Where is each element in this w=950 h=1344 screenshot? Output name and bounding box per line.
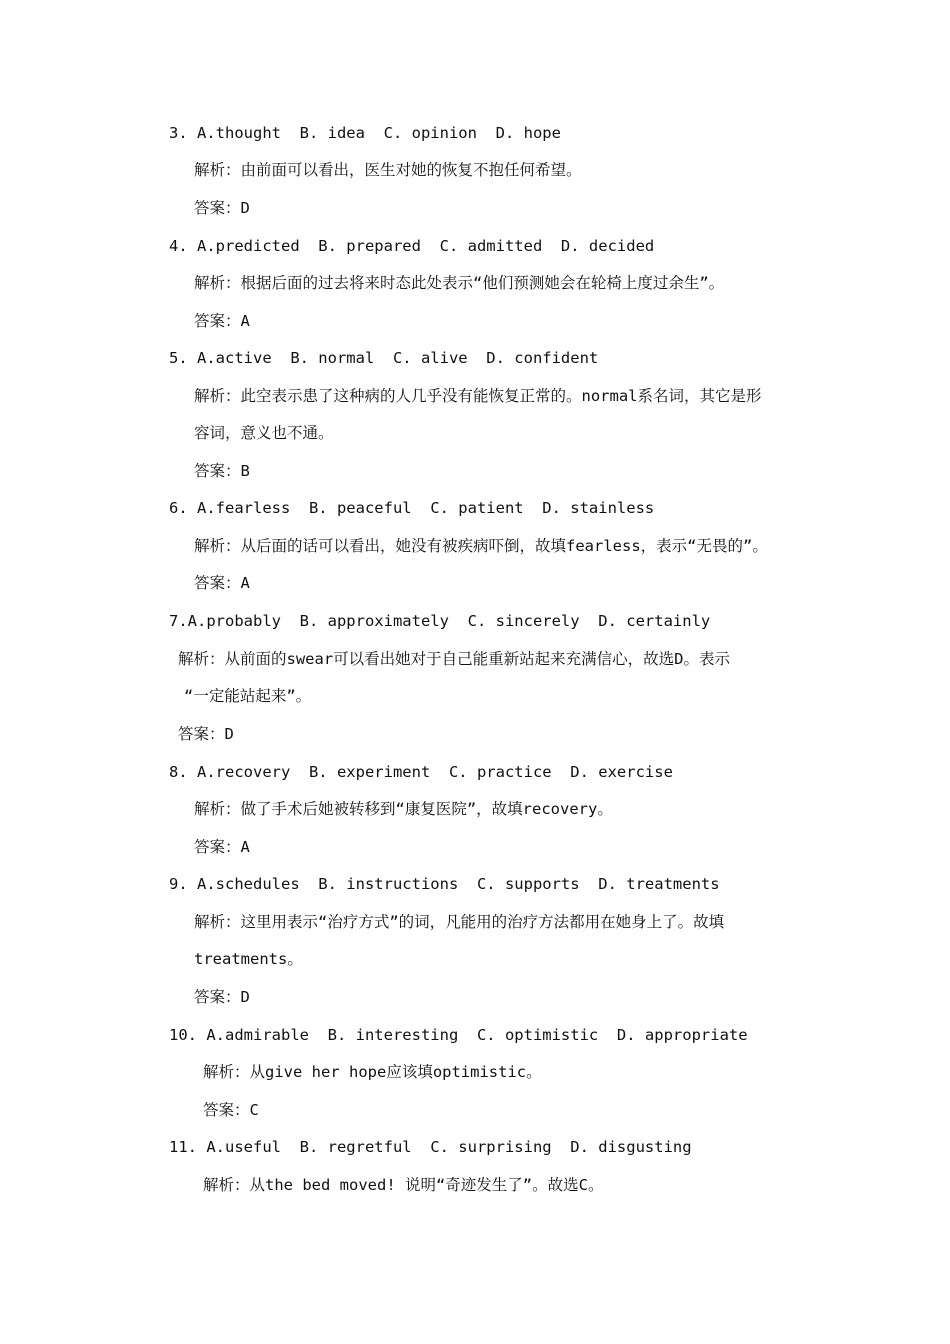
question-7: 7.A.probably B. approximately C. sincerely D. certainly bbox=[169, 612, 711, 630]
analysis-5-line1: 解析：此空表示患了这种病的人几乎没有能恢复正常的。normal系名词，其它是形 bbox=[194, 387, 762, 405]
analysis-4: 解析：根据后面的过去将来时态此处表示“他们预测她会在轮椅上度过余生”。 bbox=[194, 274, 725, 292]
question-6: 6. A.fearless B. peaceful C. patient D. stainless bbox=[169, 499, 655, 517]
question-3: 3. A.thought B. idea C. opinion D. hope bbox=[169, 124, 561, 142]
analysis-9-line1: 解析：这里用表示“治疗方式”的词，凡能用的治疗方法都用在她身上了。故填 bbox=[194, 913, 725, 931]
answer-6: 答案：A bbox=[194, 574, 250, 592]
answer-5: 答案：B bbox=[194, 462, 250, 480]
question-4: 4. A.predicted B. prepared C. admitted D. decided bbox=[169, 237, 655, 255]
analysis-5-line2: 容词，意义也不通。 bbox=[194, 424, 334, 442]
answer-7: 答案：D bbox=[178, 725, 234, 743]
answer-3: 答案：D bbox=[194, 199, 250, 217]
answer-9: 答案：D bbox=[194, 988, 250, 1006]
analysis-7-line2: “一定能站起来”。 bbox=[184, 687, 312, 705]
question-10: 10. A.admirable B. interesting C. optimistic D. appropriate bbox=[169, 1026, 748, 1044]
analysis-10: 解析：从give her hope应该填optimistic。 bbox=[203, 1063, 542, 1081]
analysis-6: 解析：从后面的话可以看出，她没有被疾病吓倒，故填fearless，表示“无畏的”。 bbox=[194, 537, 768, 555]
analysis-9-line2: treatments。 bbox=[194, 950, 303, 968]
question-9: 9. A.schedules B. instructions C. supports D. treatments bbox=[169, 875, 720, 893]
question-8: 8. A.recovery B. experiment C. practice D. exercise bbox=[169, 763, 673, 781]
analysis-3: 解析：由前面可以看出，医生对她的恢复不抱任何希望。 bbox=[194, 161, 582, 179]
answer-8: 答案：A bbox=[194, 838, 250, 856]
question-5: 5. A.active B. normal C. alive D. confident bbox=[169, 349, 599, 367]
answer-4: 答案：A bbox=[194, 312, 250, 330]
analysis-8: 解析：做了手术后她被转移到“康复医院”，故填recovery。 bbox=[194, 800, 613, 818]
question-11: 11. A.useful B. regretful C. surprising D. disgusting bbox=[169, 1138, 692, 1156]
analysis-11: 解析：从the bed moved! 说明“奇迹发生了”。故选C。 bbox=[203, 1176, 604, 1194]
analysis-7-line1: 解析：从前面的swear可以看出她对于自己能重新站起来充满信心，故选D。表示 bbox=[178, 650, 730, 668]
answer-10: 答案：C bbox=[203, 1101, 259, 1119]
